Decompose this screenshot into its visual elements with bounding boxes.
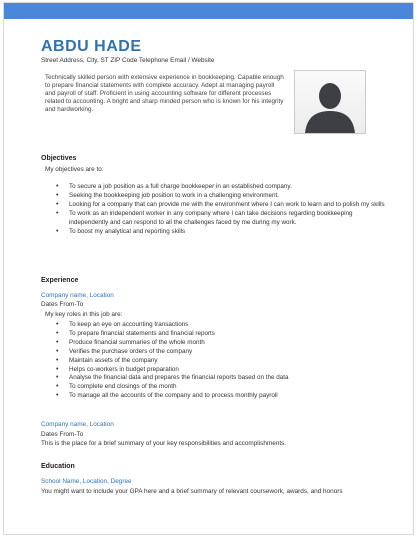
list-item: • Seeking the bookkeeping job position to work in a challenging environment. bbox=[53, 192, 388, 201]
job-roles-intro: My key roles in this job are: bbox=[45, 311, 123, 318]
list-item: • To work as an independent worker in any company where I can take decisions regarding bookkeeping independently and can respond to all the challenges faced by me during my work. bbox=[53, 210, 388, 228]
person-silhouette-icon bbox=[295, 71, 365, 133]
education-note: You might want to include your GPA here and a brief summary of relevant coursework, awards, and honors bbox=[41, 488, 343, 495]
list-item: • Maintain assets of the company bbox=[53, 357, 373, 366]
list-item: • Helps co-workers in budget preparation bbox=[53, 366, 373, 375]
list-item: • To complete end closings of the month bbox=[53, 383, 373, 392]
job-company: Company name, Location bbox=[41, 421, 114, 428]
school-info: School Name, Location, Degree bbox=[41, 478, 132, 485]
header-accent-bar bbox=[4, 3, 413, 19]
list-item: • To boost my analytical and reporting skills bbox=[53, 228, 388, 237]
list-item: • Verifies the purchase orders of the company bbox=[53, 348, 373, 357]
objectives-heading: Objectives bbox=[41, 155, 77, 162]
job-company: Company name, Location bbox=[41, 292, 114, 299]
job-roles-list bbox=[53, 321, 373, 401]
education-heading: Education bbox=[41, 463, 75, 470]
list-item: • To manage all the accounts of the company and to process monthly payroll bbox=[53, 392, 373, 401]
job-summary: This is the place for a brief summary of your key responsibilities and accomplishments. bbox=[41, 440, 287, 447]
list-item: • Analyse the financial data and prepares the financial reports based on the data bbox=[53, 374, 373, 383]
objectives-intro: My objectives are to: bbox=[45, 166, 104, 173]
list-item: • Produce financial summaries of the whole month bbox=[53, 339, 373, 348]
experience-heading: Experience bbox=[41, 277, 79, 284]
list-item: • To prepare financial statements and financial reports bbox=[53, 330, 373, 339]
list-item: • To secure a job position as a full charge bookkeeper in an established company. bbox=[53, 183, 388, 192]
profile-summary: Technically skilled person with extensive experience in bookkeeping. Capable enough to prepare financial statements with complete accuracy. Adept at managing payroll and payroll of staff. Proficient in using accounting software for different processes related to accounting. A bright and sharp minded person who is known for his integrity and hardworking. bbox=[45, 74, 284, 114]
job-dates: Dates From-To bbox=[41, 431, 84, 438]
job-dates: Dates From-To bbox=[41, 301, 84, 308]
objectives-list bbox=[53, 183, 388, 236]
profile-photo bbox=[294, 70, 366, 134]
contact-info: Street Address, City, ST ZIP Code Telephone Email / Website bbox=[41, 57, 215, 64]
list-item: • To keep an eye on accounting transactions bbox=[53, 321, 373, 330]
applicant-name: ABDU HADE bbox=[41, 38, 142, 55]
list-item: • Looking for a company that can provide me with the environment where I can work to learn and to polish my skills bbox=[53, 201, 388, 210]
